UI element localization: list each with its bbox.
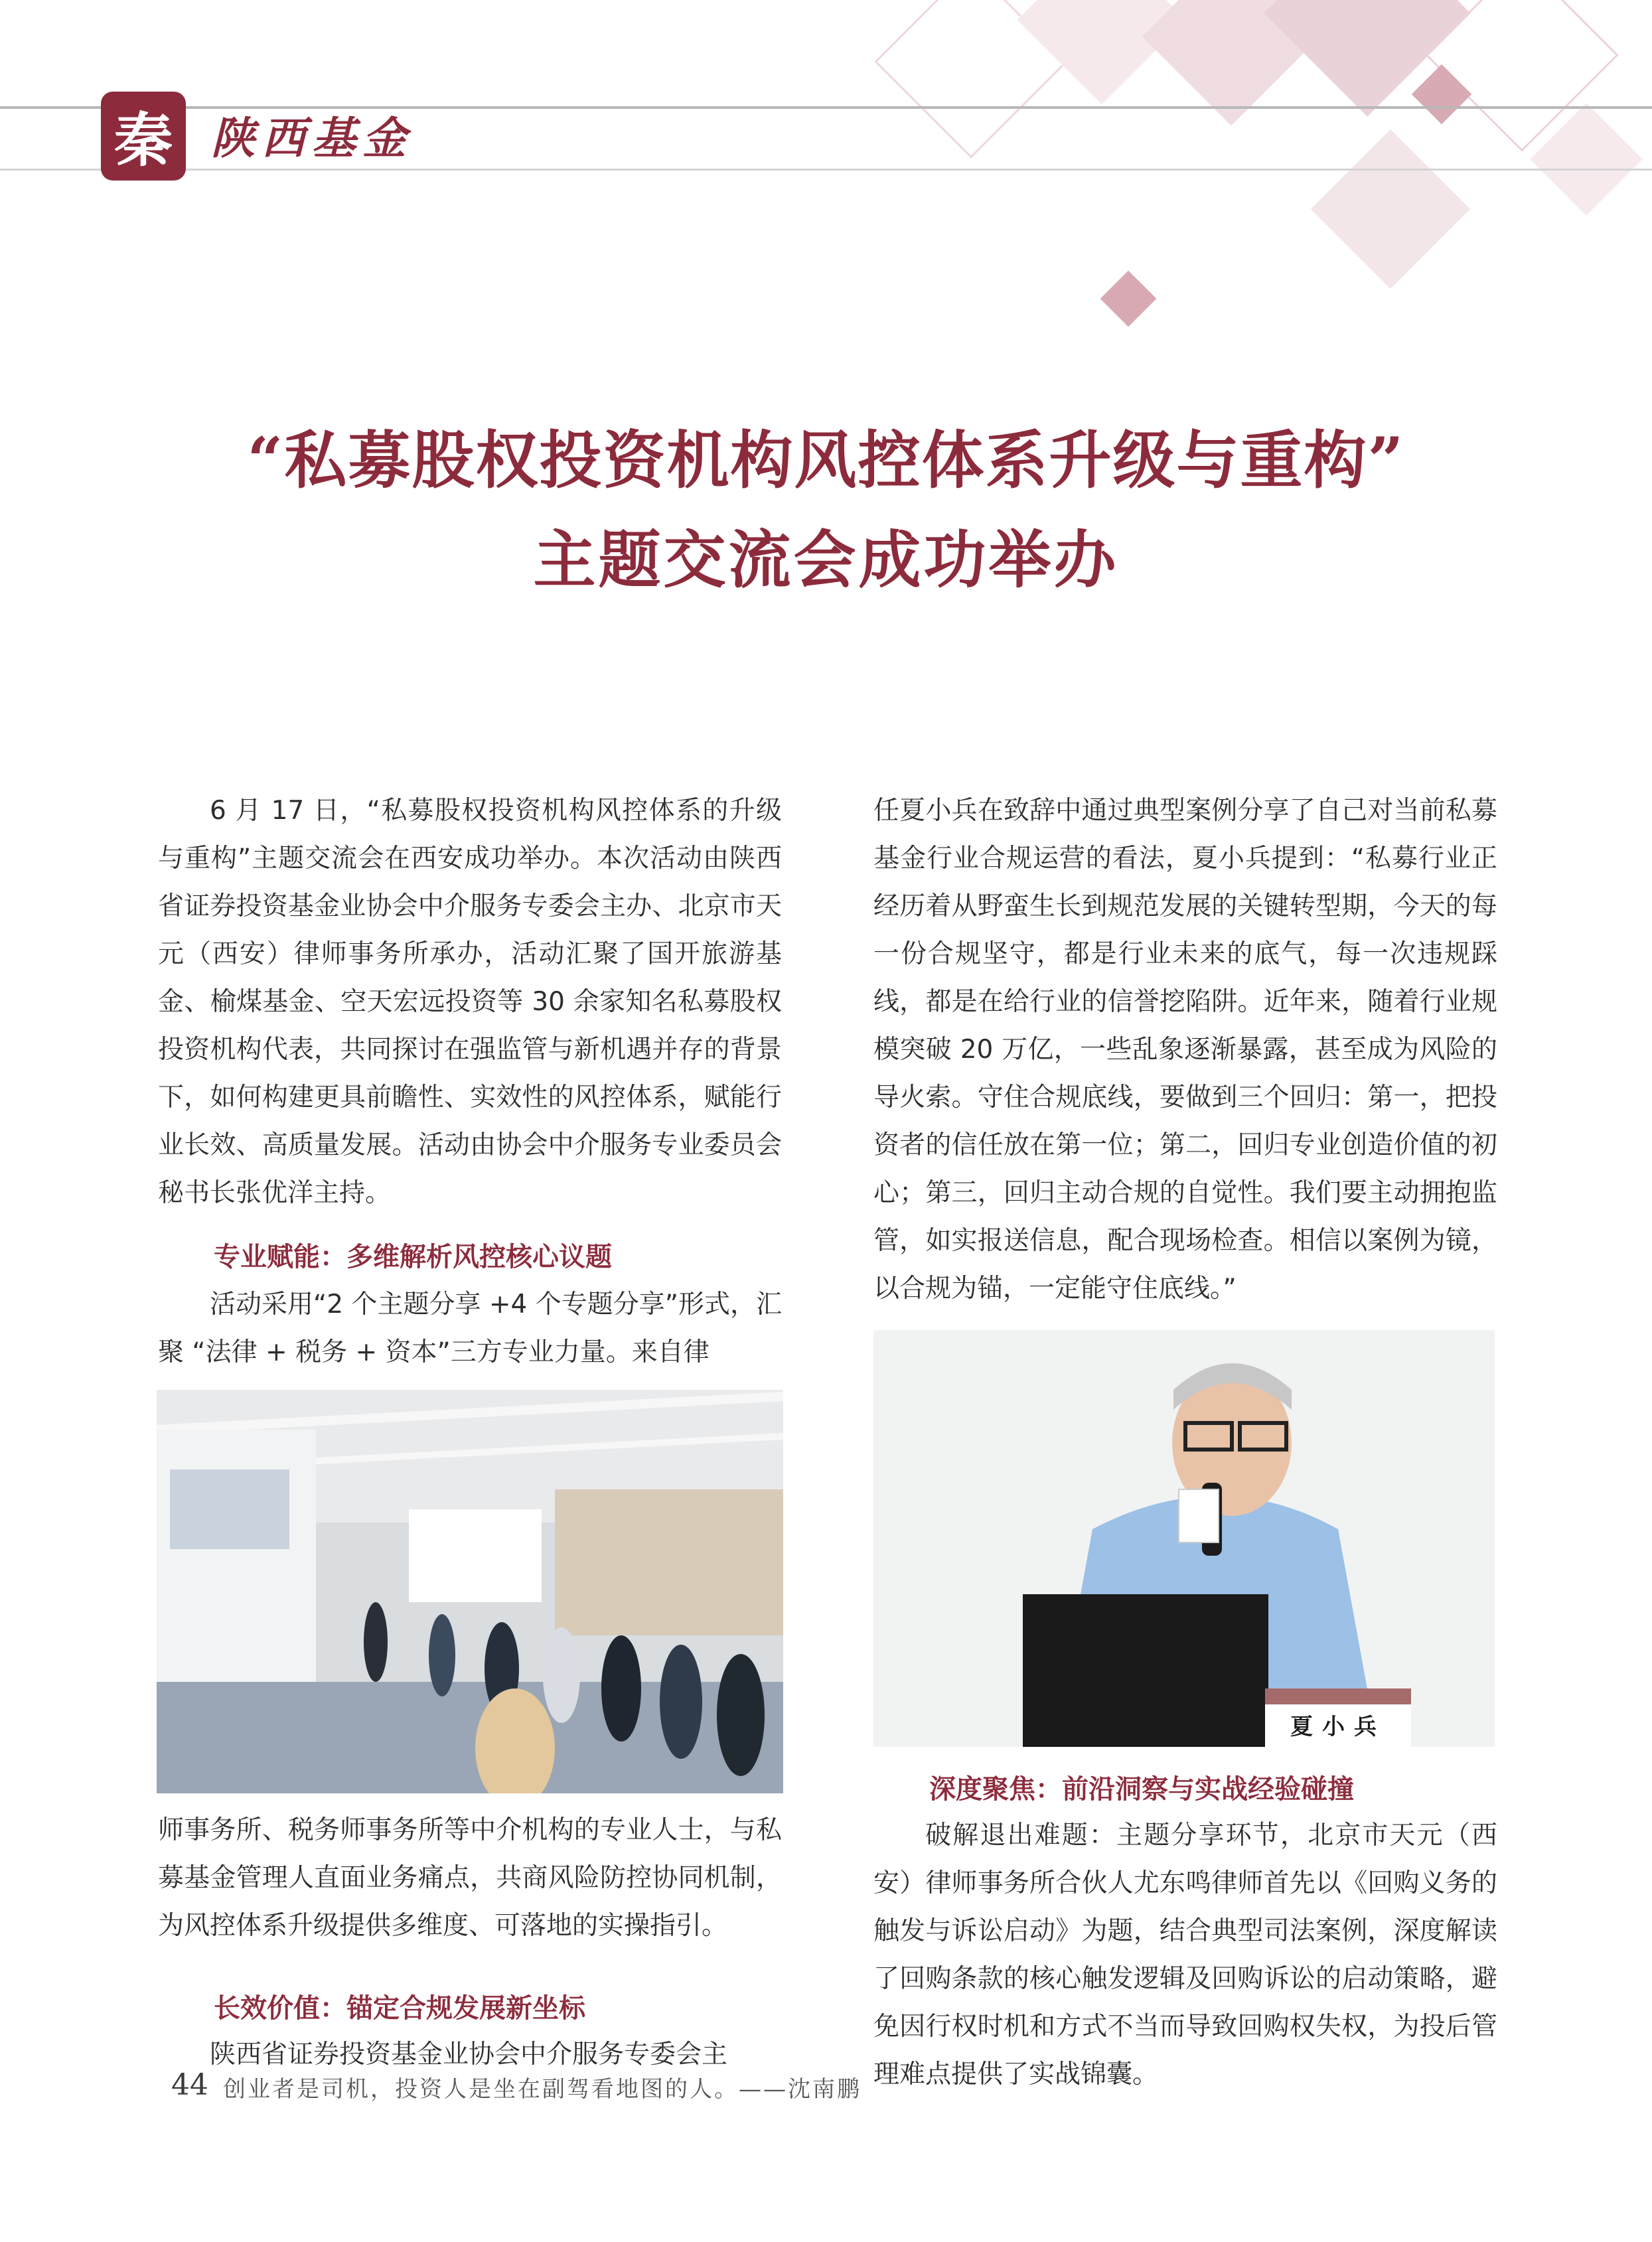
left-paragraph-1: 6 月 17 日，“私募股权投资机构风控体系的升级与重构”主题交流会在西安成功举办。本次活动由陕西省证券投资基金业协会中介服务专委会主办、北京市天元（西安）律师事务所承办，活动汇聚了国开旅游基金、榆煤基金、空天宏远投资等 30 余家知名私募股权投资机构代表，共同探讨在强监管与新机遇并存的背景下，如何构建更具前瞻性、实效性的风控体系，赋能行业长效、高质量发展。活动由协会中介服务专业委员会秘书长张优洋主持。 <box>158 796 782 1208</box>
article-title-line-2: 主题交流会成功举办 <box>533 524 1119 597</box>
event-photo-illustration <box>157 1390 783 1793</box>
page-number: 44 <box>171 2068 208 2102</box>
speaker-photo <box>873 1330 1495 1747</box>
subheading-2: 长效价值：锚定合规发展新坐标 <box>214 1993 585 2024</box>
logo-seal <box>101 92 186 181</box>
right-paragraph-2: 破解退出难题：主题分享环节，北京市天元（西安）律师事务所合伙人尤东鸣律师首先以《回购义务的触发与诉讼启动》为题，结合典型司法案例，深度解读了回购条款的核心触发逻辑及回购诉讼的启动策略，避免因行权时机和方式不当而导致回购权失权，为投后管理难点提供了实战锦囊。 <box>873 1821 1497 2089</box>
brand-name: 陕西基金 <box>211 112 413 164</box>
logo-char: 秦 <box>113 106 173 175</box>
footer-quote: 创业者是司机，投资人是坐在副驾看地图的人。——沈南鹏 <box>223 2076 862 2103</box>
right-paragraph-1: 任夏小兵在致辞中通过典型案例分享了自己对当前私募基金行业合规运营的看法，夏小兵提到：“私募行业正经历着从野蛮生长到规范发展的关键转型期，今天的每一份合规坚守，都是行业未来的底气，每一次违规踩线，都是在给行业的信誉挖陷阱。近年来，随着行业规模突破 20 万亿，一些乱象逐渐暴露，甚至成为风险的导火索。守住合规底线，要做到三个回归：第一，把投资者的信任放在第一位；第二，回归专业创造价值的初心；第三，回归主动合规的自觉性。我们要主动拥抱监管，如实报送信息，配合现场检查。相信以案例为镜，以合规为锚，一定能守住底线。” <box>873 796 1497 1304</box>
speaker-photo-illustration <box>873 1330 1495 1747</box>
article-title-line-1: “私募股权投资机构风控体系升级与重构” <box>247 424 1405 497</box>
subheading-3: 深度聚焦：前沿洞察与实战经验碰撞 <box>929 1774 1354 1805</box>
decor-diamond <box>1311 129 1470 289</box>
left-paragraph-2: 活动采用“2 个主题分享 +4 个专题分享”形式，汇聚 “法律 + 税务 + 资本”三方专业力量。来自律 <box>158 1290 782 1367</box>
left-paragraph-3: 师事务所、税务师事务所等中介机构的专业人士，与私募基金管理人直面业务痛点，共商风险防控协同机制，为风控体系升级提供多维度、可落地的实操指引。 <box>158 1815 782 1941</box>
speaker-nameplate: 夏小兵 <box>1290 1714 1386 1740</box>
left-paragraph-4: 陕西省证券投资基金业协会中介服务专委会主 <box>210 2040 728 2069</box>
decor-diamond <box>1100 271 1157 327</box>
event-photo <box>157 1390 783 1793</box>
subheading-1: 专业赋能：多维解析风控核心议题 <box>214 1242 612 1272</box>
